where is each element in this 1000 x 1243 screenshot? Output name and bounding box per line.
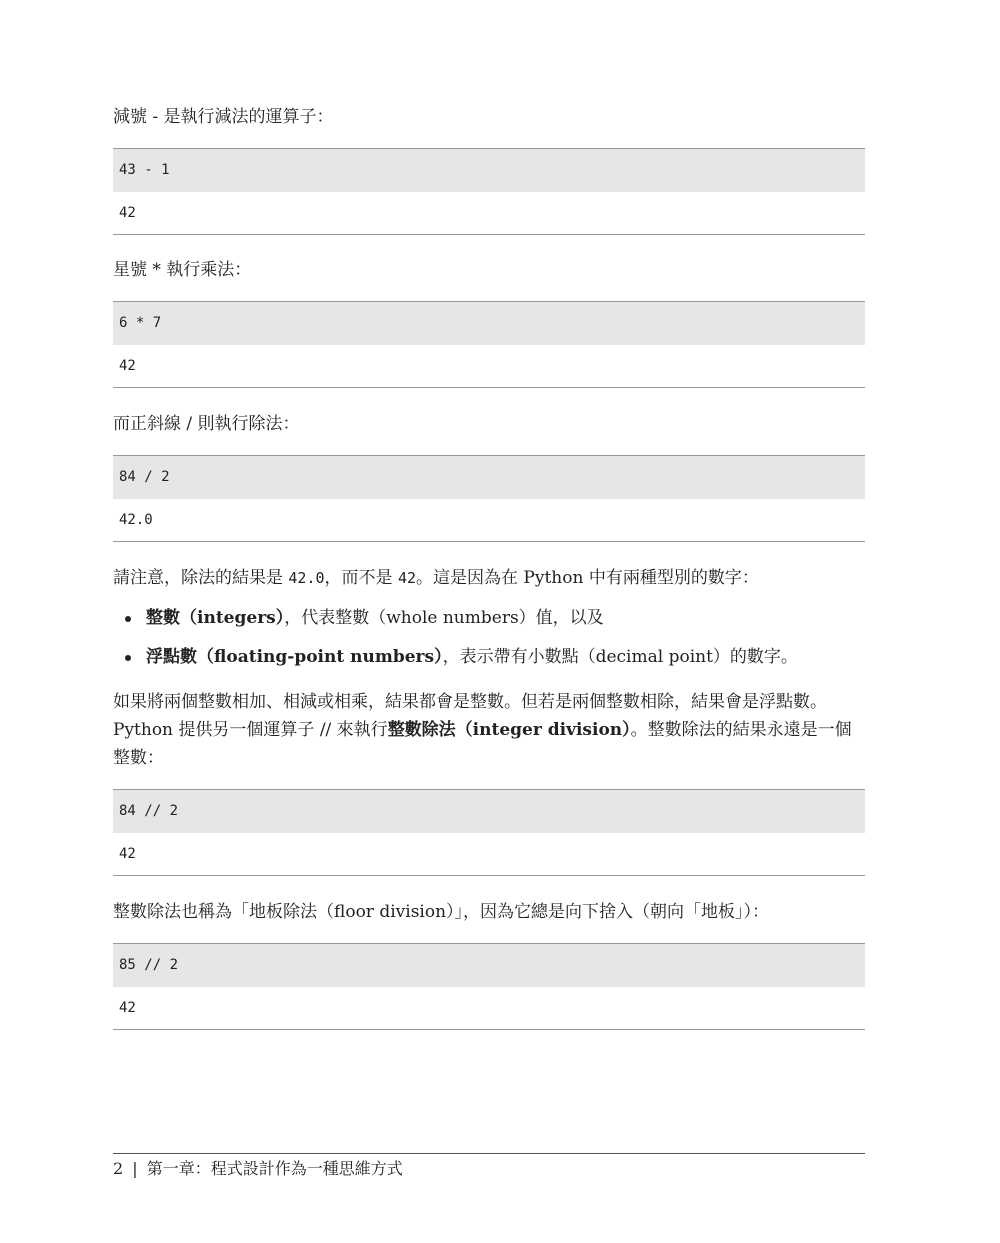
inline-code-float: 42.0 <box>288 569 325 587</box>
term-integer-division: 整數除法（integer division） <box>387 720 631 740</box>
footer-separator: | <box>132 1159 138 1178</box>
code-input: 84 / 2 <box>113 456 865 499</box>
code-block-divide <box>113 455 865 542</box>
code-input: 43 - 1 <box>113 149 865 192</box>
number-types-list <box>113 604 865 682</box>
intro-multiply: 星號 * 執行乘法： <box>113 260 252 280</box>
code-output: 42.0 <box>119 512 153 528</box>
note-paragraph <box>113 564 865 592</box>
note-text: 請注意，除法的結果是 <box>113 568 289 588</box>
footer-rule <box>113 1153 865 1154</box>
list-item-text: ，表示帶有小數點（decimal point）的數字。 <box>442 647 798 667</box>
intro-subtract: 減號 - 是執行減法的運算子： <box>113 107 334 127</box>
term-floating-point: 浮點數（floating-point numbers） <box>146 647 443 667</box>
chapter-title: 第一章：程式設計作為一種思維方式 <box>146 1159 403 1178</box>
code-input: 6 * 7 <box>113 302 865 345</box>
list-item <box>113 604 865 643</box>
code-output: 42 <box>119 205 136 221</box>
code-input: 85 // 2 <box>113 944 865 987</box>
integer-division-paragraph <box>113 688 865 772</box>
code-output: 42 <box>119 846 136 862</box>
paragraph-text: 。整數除法的結果永遠是一個整數： <box>113 720 852 768</box>
code-block-floor-div-2 <box>113 943 865 1030</box>
intro-divide: 而正斜線 / 則執行除法： <box>113 414 300 434</box>
code-block-multiply <box>113 301 865 388</box>
list-item-text: ，代表整數（whole numbers）值，以及 <box>284 608 604 628</box>
code-input: 84 // 2 <box>113 790 865 833</box>
note-text: ，而不是 <box>324 568 398 588</box>
code-output: 42 <box>119 1000 136 1016</box>
code-block-subtract <box>113 148 865 235</box>
note-text: 。這是因為在 Python 中有兩種型別的數字： <box>416 568 759 588</box>
term-integers: 整數（integers） <box>146 608 285 628</box>
code-output: 42 <box>119 358 136 374</box>
page-footer <box>113 1157 403 1181</box>
list-item <box>113 643 865 682</box>
inline-code-int: 42 <box>397 569 416 587</box>
bullet-icon <box>125 616 131 622</box>
paragraph-text: 如果將兩個整數相加、相減或相乘，結果都會是整數。但若是兩個整數相除，結果會是浮點數。Python 提供另一個運算子 // 來執行 <box>113 692 827 740</box>
page-number: 2 <box>113 1159 124 1178</box>
code-block-floor-div-1 <box>113 789 865 876</box>
bullet-icon <box>125 655 131 661</box>
floor-division-note: 整數除法也稱為「地板除法（floor division）」，因為它總是向下捨入（朝向「地板」）： <box>113 902 770 922</box>
